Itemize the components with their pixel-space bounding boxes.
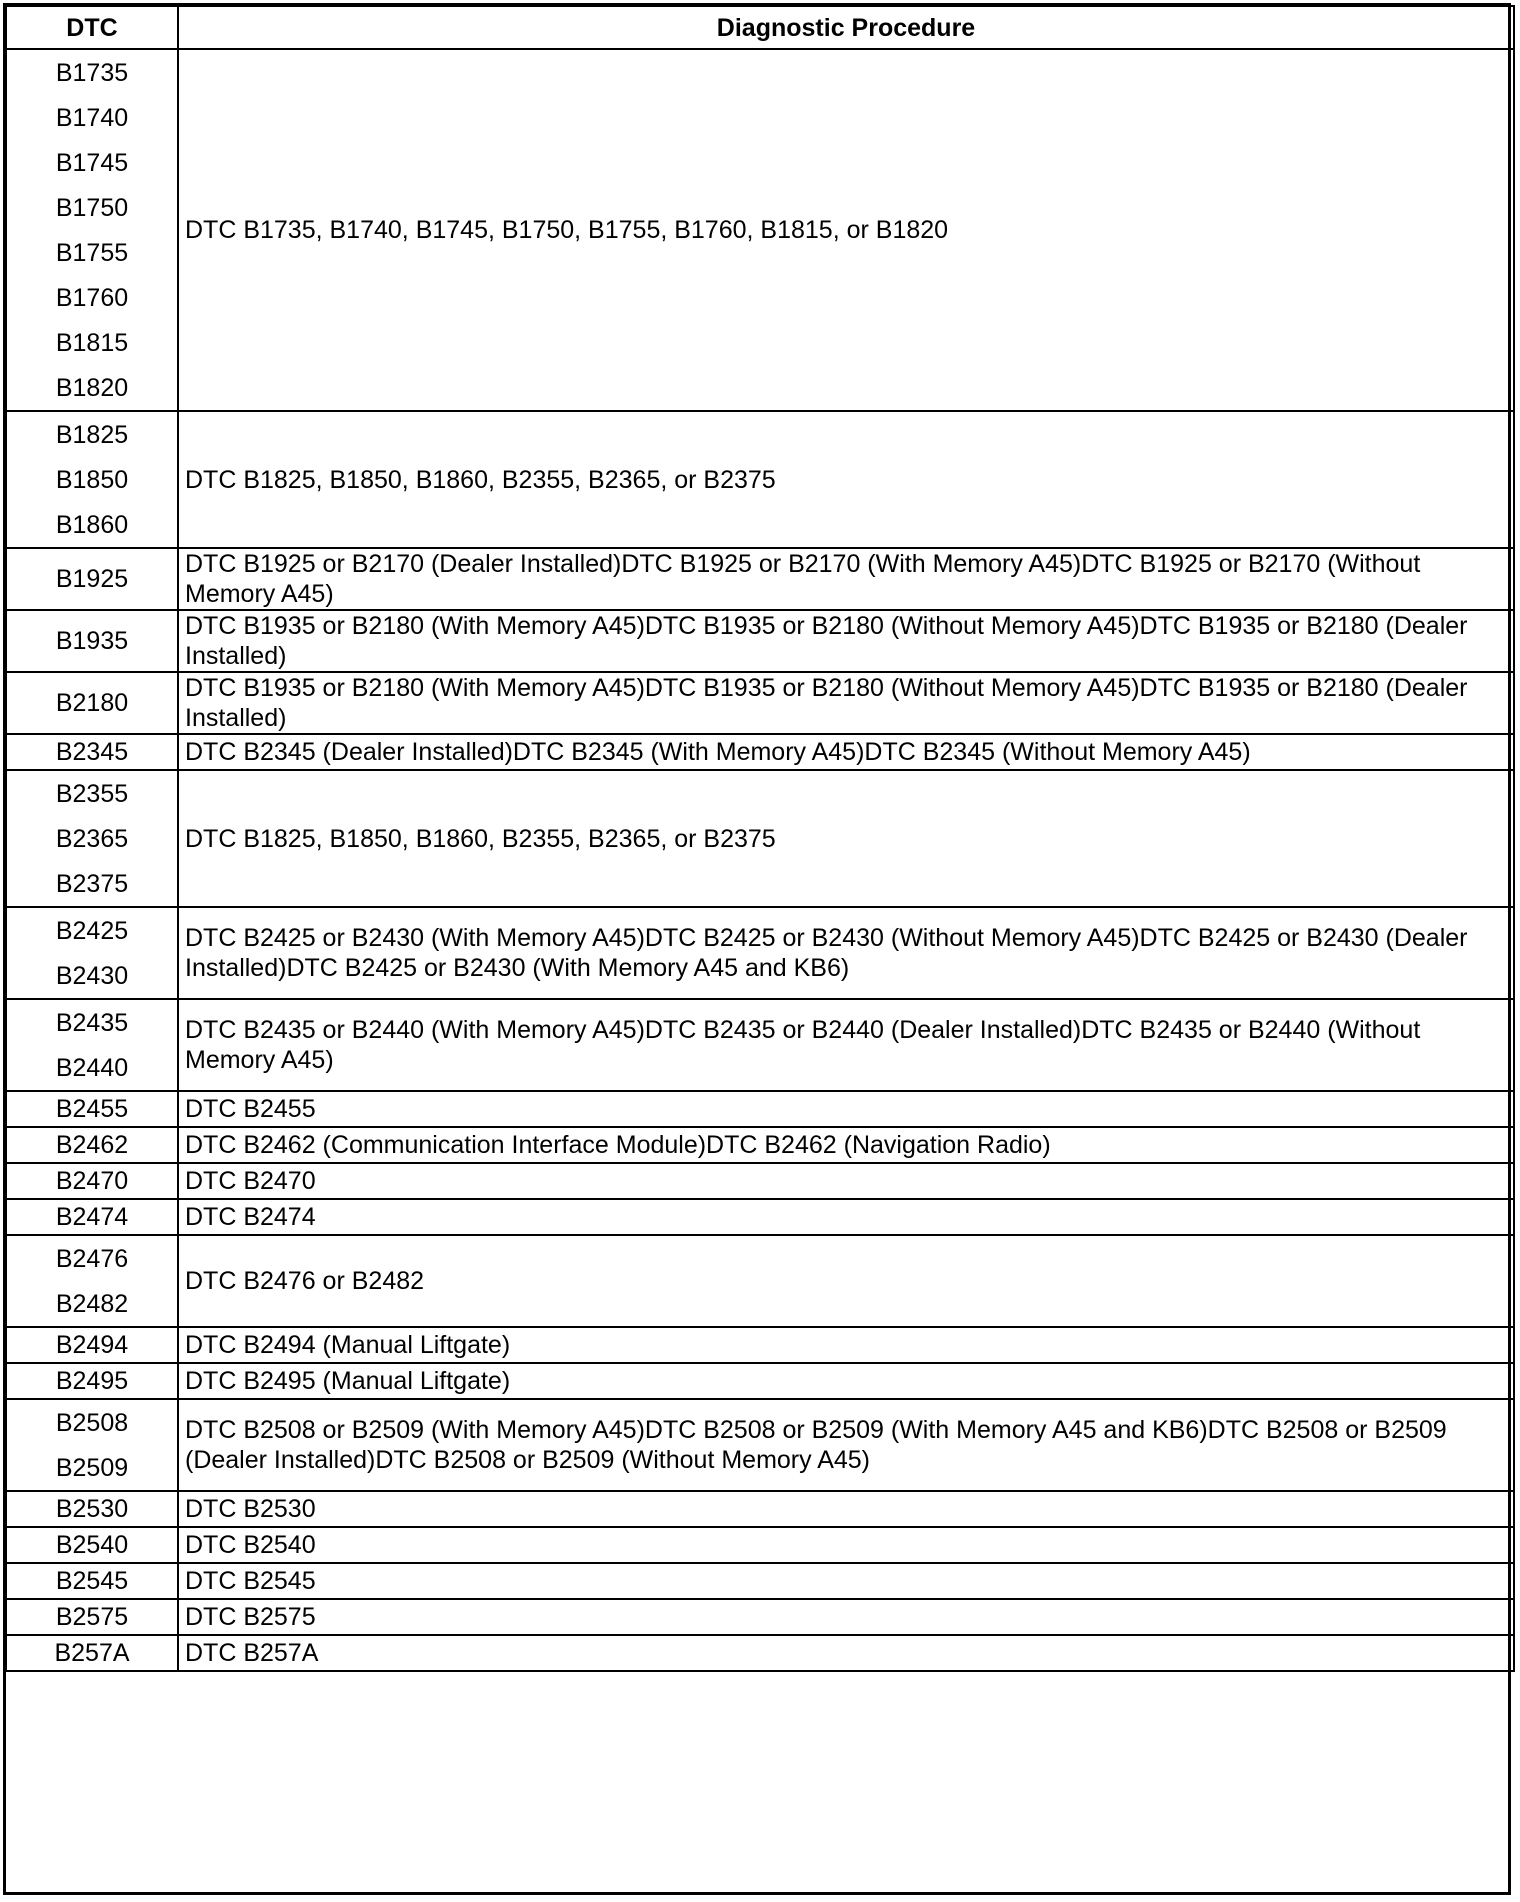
dtc-code-cell [6,1327,178,1363]
table-row [6,49,1514,411]
dtc-code: B2430 [55,961,129,990]
dtc-code: B2425 [55,916,129,945]
dtc-code: B2345 [55,738,129,766]
procedure-cell: DTC B2435 or B2440 (With Memory A45)DTC B2435 or B2440 (Dealer Installed)DTC B2435 or B2440 (Without Memory A45) [178,999,1514,1091]
dtc-code: B2365 [55,824,129,853]
dtc-column-header: DTC [6,6,178,49]
dtc-code: B2575 [55,1603,129,1631]
procedure-cell: DTC B1935 or B2180 (With Memory A45)DTC B1935 or B2180 (Without Memory A45)DTC B1935 or B2180 (Dealer Installed) [178,610,1514,672]
procedure-cell: DTC B2540 [178,1527,1514,1563]
dtc-code-cell [6,999,178,1091]
dtc-code: B2476 [55,1244,129,1273]
dtc-code: B1820 [55,373,129,402]
table-row [6,1091,1514,1127]
dtc-code: B2509 [55,1453,129,1482]
dtc-code-cell [6,411,178,548]
procedure-cell: DTC B257A [178,1635,1514,1671]
dtc-code-cell [6,1399,178,1491]
dtc-code-cell [6,1091,178,1127]
procedure-cell: DTC B2508 or B2509 (With Memory A45)DTC B2508 or B2509 (With Memory A45 and KB6)DTC B2508 or B2509 (Dealer Installed)DTC B2508 or B2509 (Without Memory A45) [178,1399,1514,1491]
dtc-code: B2545 [55,1567,129,1595]
dtc-code: B2540 [55,1531,129,1559]
table-row [6,548,1514,610]
dtc-code: B2455 [55,1095,129,1123]
table-row [6,1199,1514,1235]
dtc-code-cell [6,672,178,734]
dtc-code-cell [6,1563,178,1599]
dtc-code: B2474 [55,1203,129,1231]
dtc-code-cell [6,1491,178,1527]
dtc-code-cell [6,907,178,999]
table-body [6,49,1514,1671]
procedure-cell: DTC B1925 or B2170 (Dealer Installed)DTC B1925 or B2170 (With Memory A45)DTC B1925 or B2170 (Without Memory A45) [178,548,1514,610]
procedure-cell: DTC B1825, B1850, B1860, B2355, B2365, or B2375 [178,411,1514,548]
dtc-code: B2495 [55,1367,129,1395]
procedure-cell: DTC B2575 [178,1599,1514,1635]
dtc-code-cell [6,1235,178,1327]
procedure-column-header: Diagnostic Procedure [178,6,1514,49]
procedure-cell: DTC B2530 [178,1491,1514,1527]
dtc-code: B2494 [55,1331,129,1359]
dtc-code-cell [6,1163,178,1199]
table-row [6,610,1514,672]
dtc-code: B1735 [55,58,129,87]
procedure-cell: DTC B2495 (Manual Liftgate) [178,1363,1514,1399]
dtc-code-cell [6,1527,178,1563]
dtc-code: B2530 [55,1495,129,1523]
table-row [6,672,1514,734]
dtc-code-cell [6,49,178,411]
table-row [6,1235,1514,1327]
dtc-code-cell [6,610,178,672]
dtc-code: B2180 [55,689,129,717]
dtc-code: B1925 [55,565,129,593]
dtc-code: B1740 [55,103,129,132]
dtc-code: B2470 [55,1167,129,1195]
dtc-code-cell [6,1635,178,1671]
dtc-code: B2462 [55,1131,129,1159]
dtc-code: B1850 [55,465,129,494]
dtc-code-cell [6,548,178,610]
dtc-code: B1935 [55,627,129,655]
table-row [6,907,1514,999]
procedure-cell: DTC B2345 (Dealer Installed)DTC B2345 (With Memory A45)DTC B2345 (Without Memory A45) [178,734,1514,770]
table-row [6,1635,1514,1671]
table-row [6,1163,1514,1199]
table-row [6,1399,1514,1491]
table-row [6,734,1514,770]
dtc-code-cell [6,1127,178,1163]
dtc-code: B2355 [55,779,129,808]
table-row [6,1363,1514,1399]
procedure-cell: DTC B2474 [178,1199,1514,1235]
dtc-code-cell [6,1363,178,1399]
procedure-cell: DTC B1735, B1740, B1745, B1750, B1755, B1760, B1815, or B1820 [178,49,1514,411]
dtc-code: B1745 [55,148,129,177]
table-row [6,1527,1514,1563]
table-row [6,1127,1514,1163]
table-row [6,770,1514,907]
dtc-code-cell [6,734,178,770]
dtc-code-cell [6,770,178,907]
dtc-code: B2508 [55,1408,129,1437]
table-row [6,411,1514,548]
procedure-cell: DTC B2494 (Manual Liftgate) [178,1327,1514,1363]
procedure-cell: DTC B2462 (Communication Interface Module)DTC B2462 (Navigation Radio) [178,1127,1514,1163]
table-row [6,999,1514,1091]
dtc-code-cell [6,1599,178,1635]
table-row [6,1327,1514,1363]
dtc-code: B2375 [55,869,129,898]
table-row [6,1599,1514,1635]
header-row [6,6,1514,49]
procedure-cell: DTC B1825, B1850, B1860, B2355, B2365, or B2375 [178,770,1514,907]
dtc-code: B1815 [55,328,129,357]
table-row [6,1563,1514,1599]
procedure-cell: DTC B2425 or B2430 (With Memory A45)DTC B2425 or B2430 (Without Memory A45)DTC B2425 or B2430 (Dealer Installed)DTC B2425 or B2430 (With Memory A45 and KB6) [178,907,1514,999]
dtc-code: B257A [54,1639,130,1667]
procedure-cell: DTC B2545 [178,1563,1514,1599]
dtc-code: B1750 [55,193,129,222]
dtc-code: B2440 [55,1053,129,1082]
procedure-cell: DTC B2455 [178,1091,1514,1127]
procedure-cell: DTC B2476 or B2482 [178,1235,1514,1327]
table-row [6,1491,1514,1527]
dtc-table [5,5,1515,1672]
dtc-code: B1755 [55,238,129,267]
dtc-code: B1760 [55,283,129,312]
dtc-code-cell [6,1199,178,1235]
procedure-cell: DTC B1935 or B2180 (With Memory A45)DTC B1935 or B2180 (Without Memory A45)DTC B1935 or B2180 (Dealer Installed) [178,672,1514,734]
dtc-code: B1825 [55,420,129,449]
procedure-cell: DTC B2470 [178,1163,1514,1199]
dtc-code: B2435 [55,1008,129,1037]
dtc-code: B1860 [55,510,129,539]
dtc-code: B2482 [55,1289,129,1318]
